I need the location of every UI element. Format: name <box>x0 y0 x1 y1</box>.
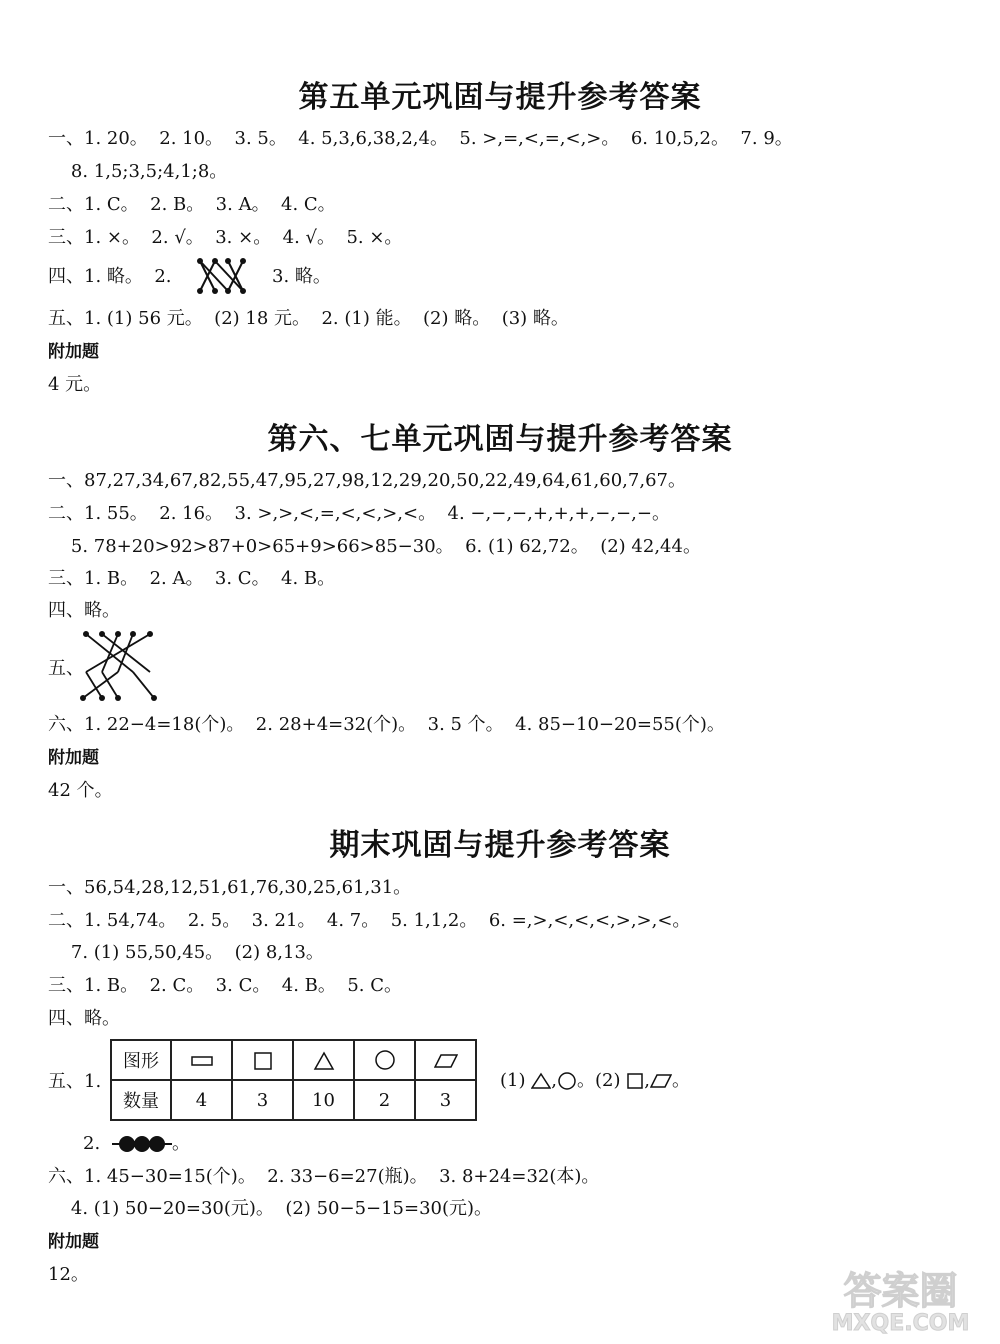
matching-diagram-icon <box>195 255 255 297</box>
final-title: 期末巩固与提升参考答案 <box>329 828 671 863</box>
final-five-label: 五、1. <box>48 1071 102 1092</box>
answer-part: 。 <box>671 1070 690 1091</box>
triangle-icon <box>313 1051 335 1071</box>
unit67-line-3: 5. 78+20>92>87+0>65+9>66>85−30。 6. (1) 62,72。 (2) 42,44。 <box>48 536 701 557</box>
unit67-line-1: 一、87,27,34,67,82,55,47,95,27,98,12,29,20,50,22,49,64,61,60,7,67。 <box>48 470 686 491</box>
table-row <box>111 1080 476 1120</box>
unit67-extra-heading: 附加题 <box>48 748 99 768</box>
final-line-1: 一、56,54,28,12,51,61,76,30,25,61,31。 <box>48 877 412 898</box>
table-cell-label: 图形 <box>111 1040 171 1080</box>
table-cell <box>415 1040 476 1080</box>
unit5-extra-answer: 4 元。 <box>48 374 102 395</box>
table-cell: 3 <box>232 1080 293 1120</box>
shape-count-table <box>110 1039 477 1121</box>
unit5-title: 第五单元巩固与提升参考答案 <box>298 80 702 115</box>
beads-icon <box>111 1133 173 1155</box>
unit5-line-5b: 3. 略。 <box>272 266 331 287</box>
table-cell: 10 <box>293 1080 354 1120</box>
unit67-line-4: 三、1. B。 2. A。 3. C。 4. B。 <box>48 568 336 589</box>
unit5-line-5a: 四、1. 略。 2. <box>48 266 172 287</box>
table-row <box>111 1040 476 1080</box>
final-six-1: 六、1. 45−30=15(个)。 2. 33−6=27(瓶)。 3. 8+24=32(本)。 <box>48 1166 600 1187</box>
unit67-line-2: 二、1. 55。 2. 16。 3. >,>,<,=,<,<,>,<。 4. −,−,−,+,+,+,−,−,−。 <box>48 503 670 524</box>
table-cell-label: 数量 <box>111 1080 171 1120</box>
unit67-line-5: 四、略。 <box>48 600 120 621</box>
final-line-5: 四、略。 <box>48 1008 120 1029</box>
circle-icon <box>557 1071 577 1091</box>
table-cell: 3 <box>415 1080 476 1120</box>
unit67-six: 六、1. 22−4=18(个)。 2. 28+4=32(个)。 3. 5 个。 4. 85−10−20=55(个)。 <box>48 714 725 735</box>
watermark-logo <box>813 1270 988 1338</box>
watermark-top: 答案圈 <box>843 1269 958 1313</box>
final-extra-answer: 12。 <box>48 1264 89 1285</box>
table-cell <box>354 1040 415 1080</box>
unit5-line-1: 一、1. 20。 2. 10。 3. 5。 4. 5,3,6,38,2,4。 5. >,=,<,=,<,>。 6. 10,5,2。 7. 9。 <box>48 128 793 149</box>
unit67-extra-answer: 42 个。 <box>48 780 113 801</box>
parallelogram-icon <box>650 1073 672 1089</box>
square-icon <box>626 1072 644 1090</box>
answer-part: , <box>551 1070 557 1091</box>
unit67-five-label: 五、 <box>48 658 84 679</box>
answer-part: (1) <box>500 1070 526 1091</box>
unit5-line-6: 五、1. (1) 56 元。 (2) 18 元。 2. (1) 能。 (2) 略。 (3) 略。 <box>48 308 569 329</box>
final-line-4: 三、1. B。 2. C。 3. C。 4. B。 5. C。 <box>48 975 403 996</box>
parallelogram-icon <box>434 1053 458 1069</box>
table-cell: 4 <box>171 1080 232 1120</box>
answer-part: , <box>644 1070 650 1091</box>
table-cell <box>293 1040 354 1080</box>
square-icon <box>253 1051 273 1071</box>
final-six-2: 4. (1) 50−20=30(元)。 (2) 50−5−15=30(元)。 <box>48 1198 493 1219</box>
table-cell <box>171 1040 232 1080</box>
triangle-icon <box>531 1072 551 1090</box>
final-extra-heading: 附加题 <box>48 1232 99 1252</box>
table-cell <box>232 1040 293 1080</box>
circle-icon <box>374 1049 396 1071</box>
answer-part: 。(2) <box>576 1070 621 1091</box>
rectangle-icon <box>191 1054 213 1068</box>
unit5-line-2: 8. 1,5;3,5;4,1;8。 <box>48 161 228 182</box>
watermark-bottom: MXQE.COM <box>831 1311 970 1336</box>
final-line-2: 二、1. 54,74。 2. 5。 3. 21。 4. 7。 5. 1,1,2。 6. =,>,<,<,<,>,>,<。 <box>48 910 691 931</box>
unit5-extra-heading: 附加题 <box>48 342 99 362</box>
matching-diagram-icon <box>78 628 160 704</box>
final-line-3: 7. (1) 55,50,45。 (2) 8,13。 <box>48 942 324 963</box>
unit5-line-4: 三、1. ×。 2. √。 3. ×。 4. √。 5. ×。 <box>48 227 403 248</box>
final-five-2-end: 。 <box>172 1133 190 1154</box>
table-cell: 2 <box>354 1080 415 1120</box>
final-five-2-label: 2. <box>83 1133 101 1154</box>
final-five-answer <box>500 1069 690 1093</box>
unit67-title: 第六、七单元巩固与提升参考答案 <box>267 422 733 457</box>
unit5-line-3: 二、1. C。 2. B。 3. A。 4. C。 <box>48 194 336 215</box>
